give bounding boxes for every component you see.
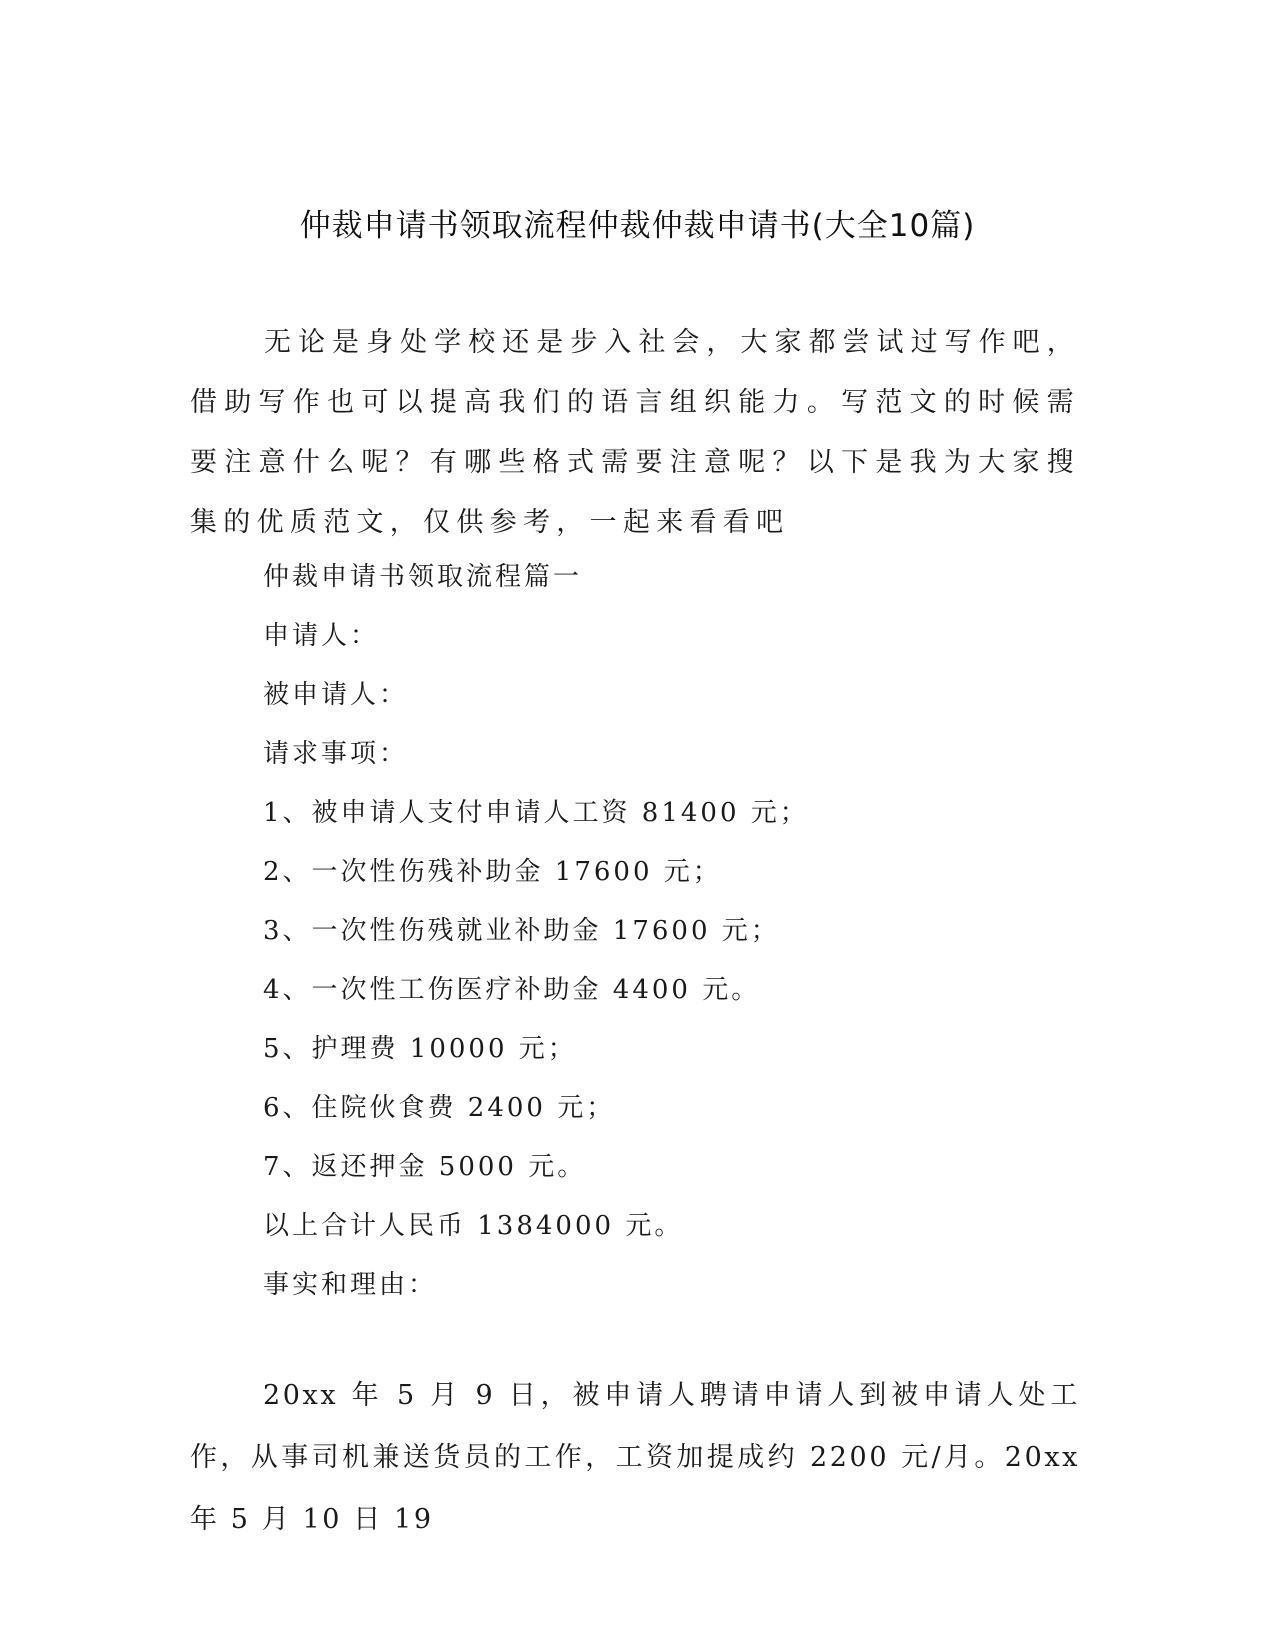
claim-item: 3、一次性伤残就业补助金 17600 元； (263, 916, 780, 946)
applicant-label: 申请人： (263, 621, 380, 651)
claim-item: 7、返还押金 5000 元。 (263, 1152, 587, 1182)
claim-item: 2、一次性伤残补助金 17600 元； (263, 857, 722, 887)
claim-item: 6、住院伙食费 2400 元； (263, 1093, 616, 1123)
facts-paragraph: 20xx 年 5 月 9 日，被申请人聘请申请人到被申请人处工作，从事司机兼送货员的工作，工资加提成约 2200 元/月。20xx 年 5 月 10 日 19 (190, 1380, 1080, 1535)
section-heading: 仲裁申请书领取流程篇一 (263, 562, 583, 592)
respondent-label: 被申请人： (263, 680, 409, 710)
facts-heading: 事实和理由： (263, 1270, 438, 1300)
claim-item: 1、被申请人支付申请人工资 81400 元； (263, 798, 809, 828)
document-title: 仲裁申请书领取流程仲裁仲裁申请书(大全10篇) (299, 208, 976, 244)
claims-heading: 请求事项： (263, 739, 409, 769)
claim-item: 4、一次性工伤医疗补助金 4400 元。 (263, 975, 761, 1005)
intro-paragraph: 无论是身处学校还是步入社会，大家都尝试过写作吧，借助写作也可以提高我们的语言组织能力。写范文的时候需要注意什么呢？有哪些格式需要注意呢？以下是我为大家搜集的优质范文，仅供参考，一起来看看吧 (190, 327, 1080, 538)
total-amount: 以上合计人民币 1384000 元。 (263, 1211, 684, 1241)
claim-item: 5、护理费 10000 元； (263, 1034, 577, 1064)
